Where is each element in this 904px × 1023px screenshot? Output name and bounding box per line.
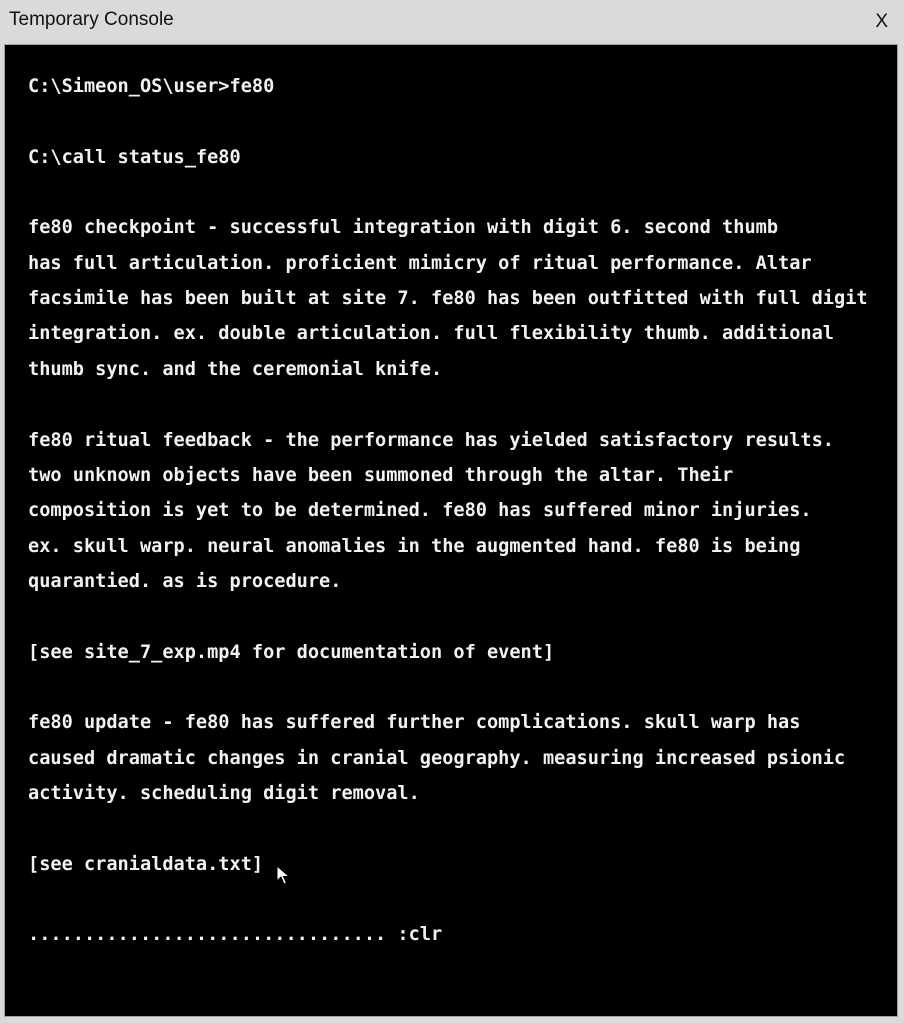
- console-output[interactable]: [4, 44, 898, 1017]
- title-bar[interactable]: [0, 0, 904, 42]
- console-line: integration. ex. double articulation. full flexibility thumb. additional: [28, 323, 834, 345]
- console-line: facsimile has been built at site 7. fe80 has been outfitted with full digit: [28, 288, 868, 310]
- console-line: fe80 update - fe80 has suffered further complications. skull warp has: [28, 712, 801, 734]
- console-line: ex. skull warp. neural anomalies in the augmented hand. fe80 is being: [28, 535, 801, 557]
- console-line: C:\Simeon_OS\user>fe80: [28, 76, 275, 97]
- console-line: thumb sync. and the ceremonial knife.: [28, 358, 443, 380]
- console-line: has full articulation. proficient mimicry of ritual performance. Altar: [28, 252, 812, 274]
- console-line: composition is yet to be determined. fe80 has suffered minor injuries.: [28, 500, 812, 522]
- mouse-pointer-icon: [276, 865, 292, 887]
- console-line: fe80 ritual feedback - the performance has yielded satisfactory results.: [28, 429, 834, 451]
- console-line: activity. scheduling digit removal.: [28, 783, 420, 804]
- console-line: [see cranialdata.txt]: [28, 853, 264, 875]
- console-line: ................................ :clr: [28, 924, 443, 946]
- console-line: fe80 checkpoint - successful integration with digit 6. second thumb: [28, 217, 779, 239]
- console-line: C:\call status_fe80: [28, 146, 241, 168]
- console-line: caused dramatic changes in cranial geography. measuring increased psionic: [28, 747, 846, 769]
- console-line: quarantied. as is procedure.: [28, 570, 342, 592]
- close-button[interactable]: X: [875, 11, 888, 32]
- console-line: [see site_7_exp.mp4 for documentation of event]: [28, 641, 555, 663]
- window-title: Temporary Console: [9, 9, 174, 30]
- console-line: two unknown objects have been summoned through the altar. Their: [28, 464, 734, 486]
